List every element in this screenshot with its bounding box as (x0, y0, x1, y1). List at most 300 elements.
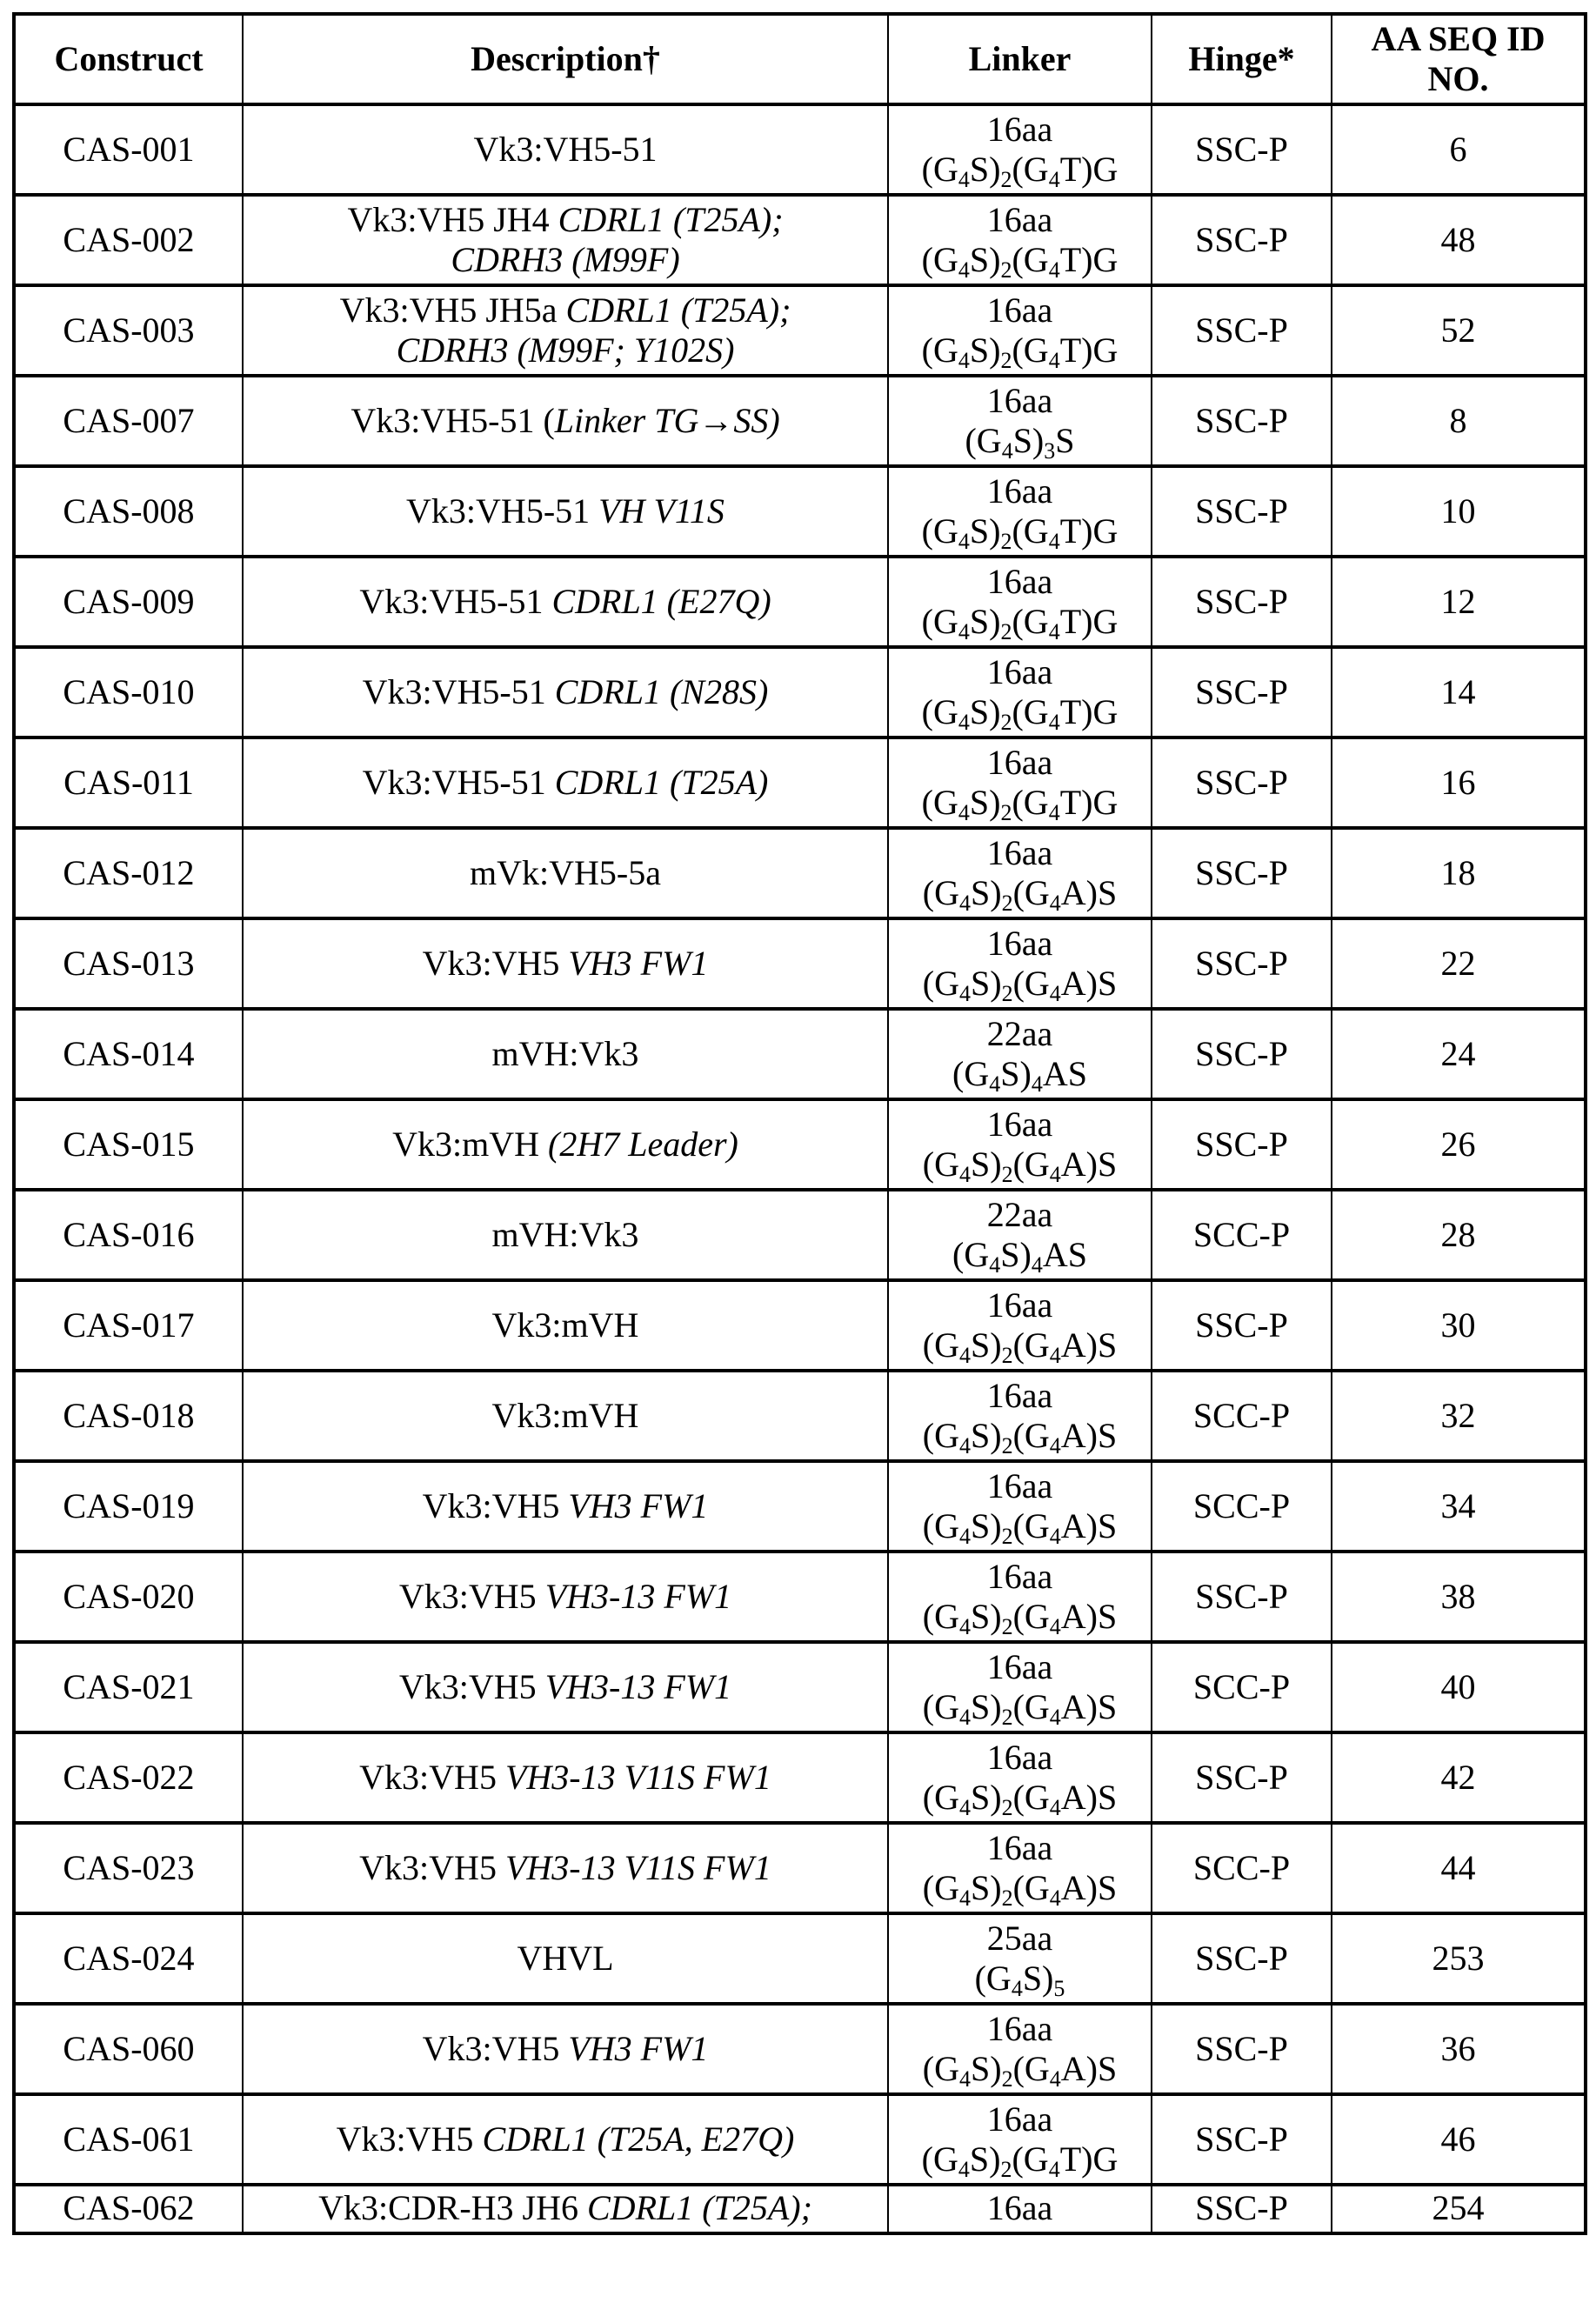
linker-sequence (894, 1235, 1145, 1275)
linker-length: 16aa (894, 1285, 1145, 1325)
description-segment: Vk3:VH5 (423, 2029, 569, 2068)
table-row (14, 1461, 1586, 1552)
linker-segment: AS (1043, 1054, 1087, 1093)
description-cell (243, 466, 888, 557)
description-segment: CDRL1 (N28S) (555, 672, 769, 711)
linker-segment: (G (923, 1145, 959, 1184)
construct-cell: CAS-014 (14, 1009, 243, 1099)
seq-id-cell: 34 (1332, 1461, 1586, 1552)
description-segment: CDRL1 (T25A) (555, 763, 769, 802)
description-segment: CDRL1 (T25A); (558, 200, 784, 239)
description-cell (243, 1461, 888, 1552)
construct-cell: CAS-017 (14, 1280, 243, 1371)
linker-cell (888, 918, 1152, 1009)
linker-segment: 4 (1050, 981, 1061, 1006)
linker-sequence (894, 2139, 1145, 2179)
construct-cell: CAS-007 (14, 376, 243, 466)
header-linker: Linker (888, 14, 1152, 104)
linker-segment: 4 (959, 1795, 971, 1820)
linker-segment: S) (970, 783, 1001, 822)
linker-segment: 2 (1000, 529, 1012, 554)
linker-length: 16aa (894, 1376, 1145, 1416)
description-cell (243, 1190, 888, 1280)
description-segment: Vk3:VH5 JH5a (340, 290, 566, 330)
seq-id-cell: 12 (1332, 557, 1586, 647)
description-segment: CDRH3 (M99F; Y102S) (397, 330, 735, 370)
construct-cell: CAS-009 (14, 557, 243, 647)
construct-cell: CAS-002 (14, 195, 243, 285)
linker-segment: 2 (1002, 1795, 1013, 1820)
header-seq-id: AA SEQ ID NO. (1332, 14, 1586, 104)
table-row (14, 466, 1586, 557)
linker-segment: S) (971, 873, 1002, 912)
linker-length: 16aa (894, 743, 1145, 783)
linker-segment: (G (923, 964, 959, 1003)
seq-id-cell: 44 (1332, 1823, 1586, 1913)
linker-segment: 4 (959, 891, 971, 916)
linker-cell (888, 1732, 1152, 1823)
description-segment: Vk3:mVH (492, 1396, 639, 1435)
linker-segment: (G (923, 1597, 959, 1636)
linker-segment: (G (923, 873, 959, 912)
linker-segment: 4 (959, 1614, 971, 1639)
hinge-cell: SCC-P (1152, 1371, 1332, 1461)
linker-segment: A)S (1061, 1868, 1117, 1907)
description-cell (243, 285, 888, 376)
linker-segment: (G (1012, 783, 1048, 822)
description-cell (243, 1552, 888, 1642)
linker-segment: 4 (1032, 1252, 1043, 1278)
linker-sequence (894, 1687, 1145, 1727)
linker-segment: (G (1013, 1416, 1050, 1455)
hinge-cell: SSC-P (1152, 2094, 1332, 2185)
linker-segment: (G (1013, 1325, 1050, 1365)
linker-cell (888, 828, 1152, 918)
description-cell (243, 1732, 888, 1823)
linker-segment: 5 (1053, 1976, 1065, 2001)
linker-segment: (G (975, 1959, 1012, 1998)
hinge-cell: SSC-P (1152, 285, 1332, 376)
linker-segment: 4 (1050, 1162, 1061, 1187)
linker-segment: 2 (1002, 1343, 1013, 1368)
linker-segment: T)G (1060, 240, 1119, 279)
construct-cell: CAS-023 (14, 1823, 243, 1913)
description-cell (243, 1913, 888, 2004)
linker-length: 16aa (894, 2009, 1145, 2049)
linker-length: 22aa (894, 1014, 1145, 1054)
linker-segment: 4 (1049, 800, 1060, 825)
construct-cell: CAS-015 (14, 1099, 243, 1190)
seq-id-cell: 42 (1332, 1732, 1586, 1823)
description-segment: mVH:Vk3 (492, 1034, 639, 1073)
linker-segment: S) (971, 1597, 1002, 1636)
linker-segment: 2 (1002, 981, 1013, 1006)
table-row (14, 1190, 1586, 1280)
description-segment: Vk3:VH5 (399, 1577, 545, 1616)
linker-segment: (G (923, 1778, 959, 1817)
linker-segment: T)G (1060, 783, 1119, 822)
linker-sequence (894, 330, 1145, 370)
description-segment: Vk3:VH5-51 ( (351, 401, 554, 440)
table-row (14, 647, 1586, 738)
linker-segment: 2 (1002, 1886, 1013, 1911)
linker-segment: 2 (1000, 167, 1012, 192)
linker-segment: S) (971, 1687, 1002, 1726)
linker-segment: 4 (959, 1433, 971, 1458)
linker-segment: 2 (1000, 348, 1012, 373)
linker-segment: 3 (1044, 438, 1055, 464)
linker-segment: (G (922, 602, 958, 641)
linker-segment: S) (1000, 1235, 1032, 1274)
linker-segment: 4 (989, 1071, 1000, 1097)
linker-cell (888, 647, 1152, 738)
construct-cell: CAS-022 (14, 1732, 243, 1823)
linker-segment: (G (1013, 873, 1050, 912)
table-row (14, 2185, 1586, 2233)
linker-segment: (G (922, 150, 958, 189)
description-segment: Vk3:VH5 JH4 (347, 200, 558, 239)
header-construct: Construct (14, 14, 243, 104)
linker-length: 25aa (894, 1919, 1145, 1959)
linker-length: 16aa (894, 562, 1145, 602)
linker-cell (888, 195, 1152, 285)
linker-segment: 2 (1002, 1433, 1013, 1458)
linker-segment: T)G (1060, 692, 1119, 731)
linker-length: 22aa (894, 1195, 1145, 1235)
description-segment: CDRL1 (T25A); (587, 2188, 812, 2227)
table-row (14, 1009, 1586, 1099)
hinge-cell: SSC-P (1152, 1913, 1332, 2004)
linker-length: 16aa (894, 110, 1145, 150)
description-segment: CDRL1 (E27Q) (551, 582, 771, 621)
linker-cell (888, 104, 1152, 195)
description-segment: Vk3:VH5-51 (363, 763, 555, 802)
description-segment: Vk3:VH5 (359, 1758, 505, 1797)
linker-segment: 4 (1049, 167, 1060, 192)
linker-segment: 2 (1000, 2157, 1012, 2182)
linker-sequence (894, 2049, 1145, 2089)
hinge-cell: SCC-P (1152, 1461, 1332, 1552)
table-row (14, 1913, 1586, 2004)
linker-cell (888, 1461, 1152, 1552)
linker-sequence (894, 964, 1145, 1004)
description-segment: Vk3:VH5 (337, 2119, 483, 2159)
linker-segment: A)S (1061, 1506, 1117, 1545)
hinge-cell: SSC-P (1152, 1009, 1332, 1099)
linker-cell (888, 1190, 1152, 1280)
seq-id-cell: 6 (1332, 104, 1586, 195)
linker-length: 16aa (894, 1738, 1145, 1778)
linker-sequence (894, 1778, 1145, 1818)
linker-segment: S) (1000, 1054, 1032, 1093)
linker-segment: T)G (1060, 2139, 1119, 2179)
table-row (14, 285, 1586, 376)
hinge-cell: SCC-P (1152, 1823, 1332, 1913)
linker-length: 16aa (894, 2099, 1145, 2139)
table-row (14, 1642, 1586, 1732)
linker-segment: S) (971, 1145, 1002, 1184)
linker-segment: 4 (1050, 1343, 1061, 1368)
table-row (14, 376, 1586, 466)
linker-cell (888, 2094, 1152, 2185)
table-row (14, 1280, 1586, 1371)
linker-segment: (G (965, 421, 1001, 460)
linker-segment: 2 (1002, 891, 1013, 916)
linker-segment: 4 (958, 800, 970, 825)
linker-length: 16aa (894, 1828, 1145, 1868)
description-segment: Vk3:VH5 (423, 1486, 569, 1525)
table-body (14, 104, 1586, 2233)
hinge-cell: SSC-P (1152, 557, 1332, 647)
construct-cell: CAS-003 (14, 285, 243, 376)
description-segment: (2H7 Leader) (548, 1125, 738, 1164)
construct-cell: CAS-024 (14, 1913, 243, 2004)
linker-segment: S) (970, 330, 1001, 370)
linker-segment: 2 (1002, 1162, 1013, 1187)
linker-segment: (G (1013, 1506, 1050, 1545)
description-cell (243, 647, 888, 738)
linker-segment: 2 (1000, 800, 1012, 825)
linker-segment: S (1055, 421, 1074, 460)
table-row (14, 1823, 1586, 1913)
linker-segment: (G (1013, 1145, 1050, 1184)
linker-segment: A)S (1061, 873, 1117, 912)
linker-segment: (G (1013, 1687, 1050, 1726)
description-segment: VH3-13 V11S FW1 (505, 1758, 771, 1797)
hinge-cell: SSC-P (1152, 918, 1332, 1009)
linker-segment: 4 (1050, 1795, 1061, 1820)
linker-segment: 4 (959, 1162, 971, 1187)
linker-cell (888, 1009, 1152, 1099)
linker-segment: A)S (1061, 1145, 1117, 1184)
linker-segment: (G (922, 330, 958, 370)
linker-sequence (894, 1054, 1145, 1094)
linker-segment: (G (1013, 1597, 1050, 1636)
linker-cell (888, 2004, 1152, 2094)
linker-segment: 4 (959, 1524, 971, 1549)
linker-segment: 2 (1002, 2066, 1013, 2092)
table-row (14, 195, 1586, 285)
linker-segment: 4 (959, 2066, 971, 2092)
linker-cell (888, 1823, 1152, 1913)
linker-segment: 4 (958, 348, 970, 373)
linker-segment: (G (1012, 150, 1048, 189)
linker-sequence (894, 1959, 1145, 1999)
linker-segment: (G (922, 2139, 958, 2179)
description-cell (243, 376, 888, 466)
linker-segment: (G (923, 1506, 959, 1545)
seq-id-cell: 24 (1332, 1009, 1586, 1099)
linker-segment: (G (1013, 1778, 1050, 1817)
linker-segment: S) (971, 1416, 1002, 1455)
linker-length: 16aa (894, 652, 1145, 692)
description-segment: Vk3:VH5 (423, 944, 569, 983)
description-cell (243, 1009, 888, 1099)
linker-length: 16aa (894, 1105, 1145, 1145)
hinge-cell: SSC-P (1152, 1280, 1332, 1371)
table-row (14, 828, 1586, 918)
table-row (14, 1732, 1586, 1823)
seq-id-cell: 14 (1332, 647, 1586, 738)
description-segment: Vk3:mVH (392, 1125, 548, 1164)
seq-id-cell: 30 (1332, 1280, 1586, 1371)
description-segment: CDRL1 (T25A, E27Q) (482, 2119, 794, 2159)
description-segment: Vk3:VH5 (359, 1848, 505, 1887)
construct-cell: CAS-062 (14, 2185, 243, 2233)
table-row (14, 1371, 1586, 1461)
linker-segment: T)G (1060, 511, 1119, 551)
linker-length: 16aa (894, 1557, 1145, 1597)
linker-segment: (G (923, 1325, 959, 1365)
linker-segment: (G (1013, 2049, 1050, 2088)
description-segment: Vk3:mVH (492, 1305, 639, 1345)
description-segment: CDRH3 (M99F) (451, 240, 679, 279)
linker-cell (888, 376, 1152, 466)
description-segment: VHVL (517, 1939, 613, 1978)
table-row (14, 2004, 1586, 2094)
linker-cell (888, 466, 1152, 557)
seq-id-cell: 253 (1332, 1913, 1586, 2004)
description-segment: Vk3:VH5-51 (473, 130, 657, 169)
linker-length: 16aa (894, 1647, 1145, 1687)
linker-segment: 2 (1002, 1705, 1013, 1730)
seq-id-cell: 26 (1332, 1099, 1586, 1190)
description-cell (243, 2185, 888, 2233)
linker-segment: S) (971, 1868, 1002, 1907)
linker-cell (888, 1642, 1152, 1732)
header-row (14, 14, 1586, 104)
linker-sequence (894, 1506, 1145, 1546)
seq-id-cell: 38 (1332, 1552, 1586, 1642)
hinge-cell: SSC-P (1152, 466, 1332, 557)
linker-segment: (G (952, 1054, 989, 1093)
linker-segment: (G (922, 692, 958, 731)
linker-cell (888, 285, 1152, 376)
linker-segment: 4 (959, 1343, 971, 1368)
description-segment: VH3-13 V11S FW1 (505, 1848, 771, 1887)
linker-length: 16aa (894, 2186, 1145, 2230)
construct-cell: CAS-001 (14, 104, 243, 195)
linker-segment: S) (971, 1325, 1002, 1365)
construct-cell: CAS-013 (14, 918, 243, 1009)
construct-cell: CAS-060 (14, 2004, 243, 2094)
linker-sequence (894, 1416, 1145, 1456)
linker-length: 16aa (894, 833, 1145, 873)
linker-segment: 4 (958, 619, 970, 644)
description-segment: CDRL1 (T25A); (566, 290, 791, 330)
linker-segment: 4 (1050, 891, 1061, 916)
linker-segment: 2 (1002, 1524, 1013, 1549)
linker-segment: T)G (1060, 150, 1119, 189)
construct-cell: CAS-021 (14, 1642, 243, 1732)
linker-segment: (G (923, 2049, 959, 2088)
linker-segment: 2 (1000, 710, 1012, 735)
linker-sequence (894, 692, 1145, 732)
linker-cell (888, 1552, 1152, 1642)
description-cell (243, 828, 888, 918)
linker-segment: 4 (1032, 1071, 1043, 1097)
linker-segment: 4 (1049, 529, 1060, 554)
linker-segment: 4 (1050, 1524, 1061, 1549)
description-cell (243, 104, 888, 195)
linker-segment: (G (923, 1416, 959, 1455)
linker-segment: 4 (1050, 2066, 1061, 2092)
description-segment: VH3 FW1 (568, 1486, 708, 1525)
description-segment: mVk:VH5-5a (470, 853, 661, 892)
linker-segment: A)S (1061, 1778, 1117, 1817)
linker-segment: (G (952, 1235, 989, 1274)
description-segment: Vk3:VH5-51 (406, 491, 598, 531)
construct-cell: CAS-012 (14, 828, 243, 918)
linker-segment: (G (922, 783, 958, 822)
description-segment: VH V11S (598, 491, 725, 531)
seq-id-cell: 32 (1332, 1371, 1586, 1461)
header-hinge: Hinge* (1152, 14, 1332, 104)
description-segment: VH3 FW1 (568, 944, 708, 983)
linker-segment: A)S (1061, 964, 1117, 1003)
construct-cell: CAS-016 (14, 1190, 243, 1280)
linker-segment: 2 (1000, 619, 1012, 644)
description-segment: VH3-13 FW1 (545, 1667, 731, 1706)
hinge-cell: SSC-P (1152, 195, 1332, 285)
description-segment: Linker TG→SS) (555, 401, 780, 440)
linker-segment: S) (970, 602, 1001, 641)
linker-cell (888, 2185, 1152, 2233)
hinge-cell: SCC-P (1152, 1642, 1332, 1732)
description-segment: mVH:Vk3 (492, 1215, 639, 1254)
construct-cell: CAS-010 (14, 647, 243, 738)
description-cell (243, 1280, 888, 1371)
description-cell (243, 1099, 888, 1190)
linker-segment: S) (970, 692, 1001, 731)
hinge-cell: SSC-P (1152, 1099, 1332, 1190)
linker-segment: 4 (1050, 1705, 1061, 1730)
linker-sequence (894, 783, 1145, 823)
seq-id-cell: 28 (1332, 1190, 1586, 1280)
description-segment: VH3-13 FW1 (545, 1577, 731, 1616)
hinge-cell: SSC-P (1152, 2185, 1332, 2233)
linker-segment: 4 (959, 1886, 971, 1911)
linker-segment: 4 (1012, 1976, 1023, 2001)
linker-segment: (G (1013, 964, 1050, 1003)
hinge-cell: SSC-P (1152, 1552, 1332, 1642)
header-description: Description† (243, 14, 888, 104)
linker-segment: (G (1013, 1868, 1050, 1907)
seq-id-cell: 36 (1332, 2004, 1586, 2094)
table-row (14, 738, 1586, 828)
linker-length: 16aa (894, 381, 1145, 421)
linker-length: 16aa (894, 471, 1145, 511)
linker-segment: 4 (1050, 1433, 1061, 1458)
hinge-cell: SSC-P (1152, 376, 1332, 466)
linker-segment: (G (1012, 511, 1048, 551)
table-row (14, 1099, 1586, 1190)
seq-id-cell: 10 (1332, 466, 1586, 557)
linker-segment: A)S (1061, 1416, 1117, 1455)
linker-segment: (G (1012, 330, 1048, 370)
description-cell (243, 2004, 888, 2094)
linker-segment: 4 (1050, 1886, 1061, 1911)
linker-segment: (G (923, 1868, 959, 1907)
description-cell (243, 738, 888, 828)
linker-cell (888, 738, 1152, 828)
linker-length: 16aa (894, 1466, 1145, 1506)
linker-segment: S) (971, 1778, 1002, 1817)
linker-segment: A)S (1061, 1597, 1117, 1636)
construct-cell: CAS-011 (14, 738, 243, 828)
linker-segment: T)G (1060, 330, 1119, 370)
hinge-cell: SSC-P (1152, 104, 1332, 195)
